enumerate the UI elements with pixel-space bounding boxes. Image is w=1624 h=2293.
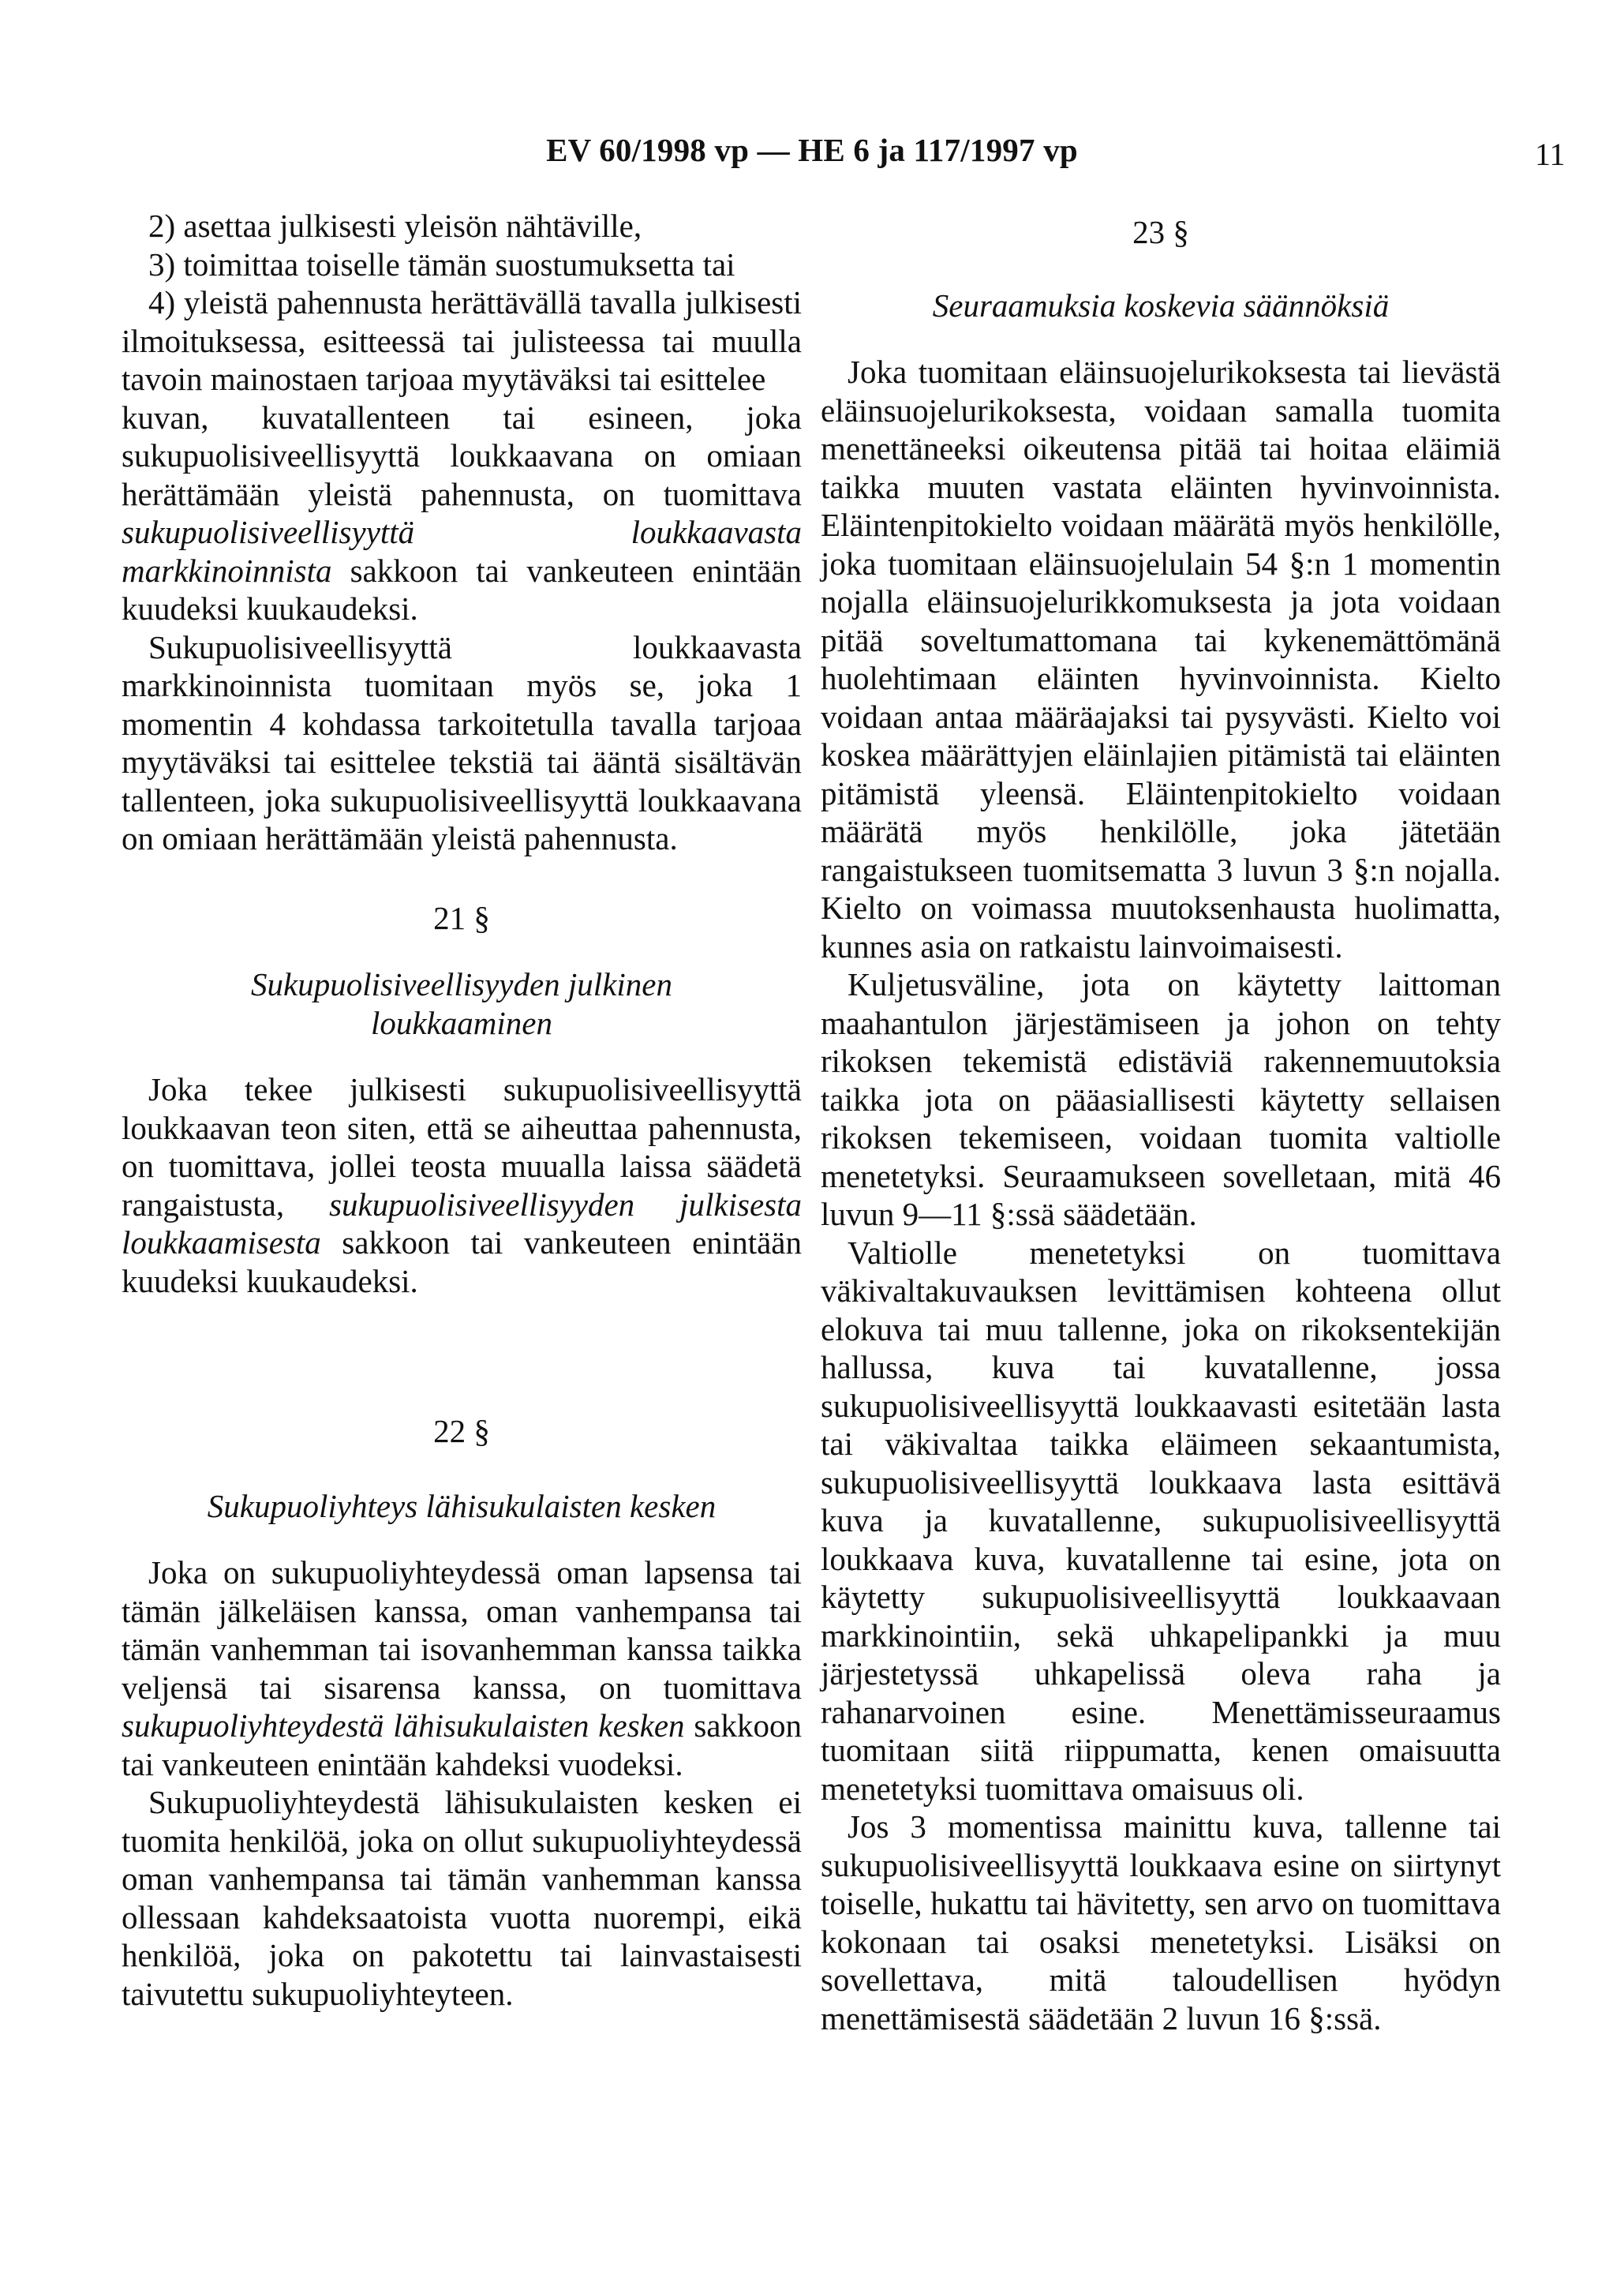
italic-term: sukupuoliyhteydestä lähisukulaisten kesken	[122, 1707, 685, 1744]
section-number: 23 §	[1132, 214, 1189, 250]
paragraph: Joka tuomitaan eläinsuojelurikoksesta tai lievästä eläinsuojelurikoksesta, voidaan samalla tuomita menettäneeksi oikeutensa pitää tai hoitaa eläimiä taikka muuten vastata eläinten hyvinvoinnista. Eläintenpitokielto voidaan määrätä myös henkilölle, joka tuomitaan eläinsuojelulain 54 §:n 1 momentin nojalla eläinsuojelurikkomuksesta ja jota voidaan pitää soveltumattomana tai kykenemättömänä huolehtimaan eläinten hyvinvoinnista. Kielto voidaan antaa määräajaksi tai pysyvästi. Kielto voi koskea määrättyjen eläinlajien pitämistä tai eläinten pitämistä yleensä. Eläintenpitokielto voidaan määrätä myös henkilölle, joka jätetään rangaistukseen tuomitsematta 3 luvun 3 §:n nojalla. Kielto on voimassa muutoksenhausta huolimatta, kunnes asia on ratkaistu lainvoimaisesti.	[821, 354, 1501, 965]
paragraph	[122, 1553, 802, 1783]
paragraph: Sukupuolisiveellisyyttä loukkaavasta markkinoinnista tuomitaan myös se, joka 1 momentin 4 kohdassa tarkoitetulla tavalla tarjoaa myytäväksi tai esittelee tekstiä tai ääntä sisältävän tallenteen, joka sukupuolisiveellisyyttä loukkaavana on omiaan herättämään yleistä pahennusta.	[122, 628, 802, 856]
paragraph: Valtiolle menetetyksi on tuomittava väkivaltakuvauksen levittämisen kohteena ollut elokuva tai muu tallenne, joka on rikoksentekijän hallussa, kuva tai kuvatallenne, jossa sukupuolisiveellisyyttä loukkaavasti esitetään lasta tai väkivaltaa taikka eläimeen sekaantumista, sukupuolisiveellisyyttä loukkaava lasta esittävä kuva ja kuvatallenne, sukupuolisiveellisyyttä loukkaava kuva, kuvatallenne tai esine, jota on käytetty sukupuolisiveellisyyttä loukkaavaan markkinointiin, sekä uhkapelipankki ja muu järjestetyssä uhkapelissä oleva raha ja rahanarvoinen esine. Menettämisseuraamus tuomitaan siitä riippumatta, kenen omaisuutta menetetyksi tuomittava omaisuus oli.	[821, 1234, 1501, 1807]
text-span: Joka on sukupuoliyhteydessä oman lapsensa tai tämän jälkeläisen kanssa, oman vanhempansa tai tämän vanhemman tai isovanhemman kanssa taikka veljensä tai sisarensa kanssa, on tuomittava	[122, 1554, 802, 1706]
paragraph	[122, 399, 802, 628]
section-title: Sukupuoliyhteys lähisukulaisten kesken	[207, 1487, 717, 1524]
paragraph: Jos 3 momentissa mainittu kuva, tallenne tai sukupuolisiveellisyyttä loukkaava esine on siirtynyt toiselle, hukattu tai hävitetty, sen arvo on tuomittava kokonaan tai osaksi menetetyksi. Lisäksi on sovellettava, mitä taloudellisen hyödyn menettämisestä säädetään 2 luvun 16 §:ssä.	[821, 1808, 1501, 2036]
italic-term: sukupuolisiveellisyyttä loukkaavasta markkinoinnista	[122, 514, 802, 589]
italic-term: sukupuolisiveellisyyden julkisesta loukkaamisesta	[122, 1186, 802, 1261]
list-item: 2) asettaa julkisesti yleisön nähtäville,	[148, 208, 642, 244]
list-item: 3) toimittaa toiselle tämän suostumuksetta tai	[148, 245, 735, 283]
paragraph: Kuljetusväline, jota on käytetty laittoman maahantulon järjestämiseen ja johon on tehty rikoksen tekemistä edistäviä rakennemuutoksia taikka jota on pääasiallisesti käytetty sellaisen rikoksen tekemiseen, voidaan tuomita valtiolle menetetyksi. Seuraamukseen sovelletaan, mitä 46 luvun 9—11 §:ssä säädetään.	[821, 966, 1501, 1232]
section-title: Seuraamuksia koskevia säännöksiä	[932, 287, 1390, 324]
paragraph: Sukupuoliyhteydestä lähisukulaisten kesken ei tuomita henkilöä, joka on ollut sukupuoliyhteydessä oman vanhempansa tai tämän vanhemman kanssa ollessaan kahdeksaatoista vuotta nuorempi, eikä henkilöä, joka on pakotettu tai lainvastaisesti taivutettu sukupuoliyhteyteen.	[122, 1784, 802, 2012]
text-span: Joka tekee julkisesti sukupuolisiveellisyyttä loukkaavan teon siten, että se aiheuttaa pahennusta, on tuomittava, jollei teosta muualla laissa säädetä rangaistusta,	[122, 1071, 802, 1223]
section-number: 21 §	[433, 899, 490, 936]
section-title: Sukupuolisiveellisyyden julkinen loukkaaminen	[251, 966, 672, 1041]
text-span: sakkoon tai vankeuteen enintään kahdeksi vuodeksi.	[122, 1707, 802, 1782]
text-span: sakkoon tai vankeuteen enintään kuudeksi kuukaudeksi.	[122, 552, 802, 627]
left-column	[122, 207, 802, 2013]
running-head: EV 60/1998 vp — HE 6 ja 117/1997 vp	[546, 132, 1078, 168]
list-item: 4) yleistä pahennusta herättävällä tavalla julkisesti ilmoituksessa, esitteessä tai julisteessa tai muulla tavoin mainostaen tarjoaa myytäväksi tai esittelee	[122, 284, 802, 397]
text-span: kuvan, kuvatallenteen tai esineen, joka sukupuolisiveellisyyttä loukkaavana on omiaan herättämään yleistä pahennusta, on tuomittava	[122, 399, 802, 512]
text-span: sakkoon tai vankeuteen enintään kuudeksi kuukaudeksi.	[122, 1224, 802, 1299]
section-number: 22 §	[433, 1413, 490, 1449]
right-column	[821, 207, 1501, 2037]
paragraph	[122, 1070, 802, 1300]
page-number: 11	[1535, 137, 1566, 172]
